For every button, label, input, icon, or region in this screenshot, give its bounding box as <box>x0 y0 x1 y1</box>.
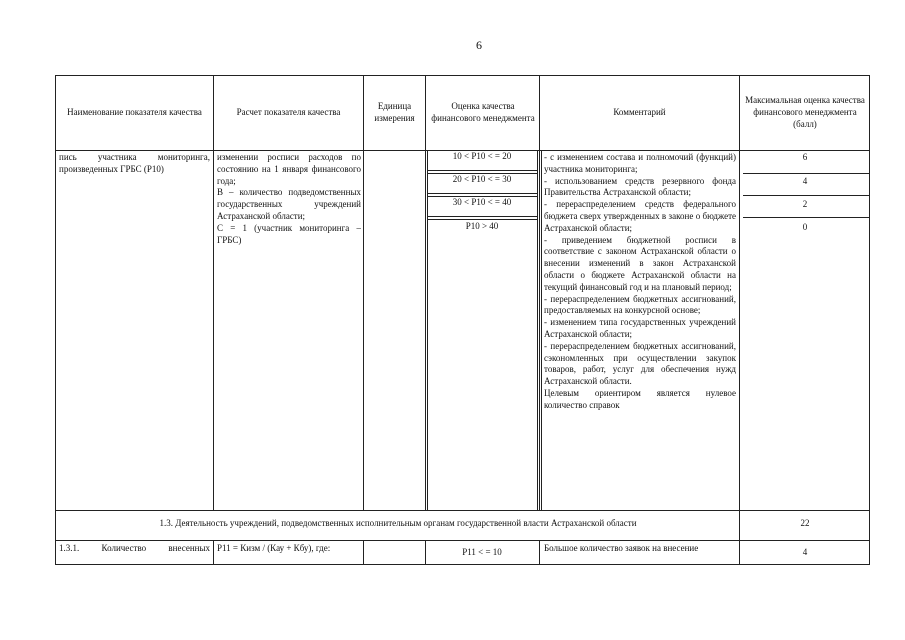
header-evaluation: Оценка качества финансового менеджмента <box>431 101 535 123</box>
page-number: 6 <box>476 38 482 52</box>
indicator-name-p10: пись участника мониторинга, произведенных ГРБС (Р10) <box>59 152 210 174</box>
comment-line: - использованием средств резервного фонда Правительства Астраханской области; <box>544 175 736 198</box>
comment-line: - изменением типа государственных учреждений Астраханской области; <box>544 317 736 339</box>
calculation-p10 <box>217 152 361 246</box>
score-value: 2 <box>802 199 808 209</box>
evaluation-condition-p11: Р11 < = 10 <box>462 547 502 557</box>
section-title: 1.3. Деятельность учреждений, подведомственных исполнительным органам государственной власти Астраханской области <box>159 518 637 528</box>
comment-line: - приведением бюджетной росписи в соответствие с законом Астраханской области о внесении изменений в закон Астраханской области о бюджете Астраханской области на текущий финансовый год и на плановый период; <box>544 234 736 292</box>
quality-indicators-table <box>55 75 870 565</box>
header-comment: Комментарий <box>613 107 666 118</box>
score-value: 6 <box>802 152 808 162</box>
score-value: 4 <box>802 176 808 186</box>
score-value: 0 <box>802 222 808 232</box>
indicator-name-p11: 1.3.1. Количество внесенных <box>59 543 210 553</box>
calculation-p11: Р11 = Кизм / (Кау + Кбу), где: <box>217 543 331 553</box>
header-indicator-name: Наименование показателя качества <box>67 107 202 118</box>
header-unit: Единица измерения <box>374 101 415 123</box>
evaluation-condition: 10 < Р10 < = 20 <box>452 151 512 161</box>
evaluation-condition: 20 < Р10 < = 30 <box>452 174 512 184</box>
comment-line: - перераспределением бюджетных ассигнований, сэкономленных при осуществлении закупок товаров, работ, услуг для обеспечения нужд Астраханской области. <box>544 340 736 387</box>
comment-p11: Большое количество заявок на внесение <box>544 543 699 553</box>
header-max-score: Максимальная оценка качества финансового менеджмента (балл) <box>745 95 865 129</box>
header-calculation: Расчет показателя качества <box>236 107 341 118</box>
section-score: 22 <box>800 518 810 528</box>
evaluation-condition: Р10 > 40 <box>465 221 499 231</box>
comment-line: - с изменением состава и полномочий (функций) участника мониторинга; <box>544 152 736 174</box>
comment-line: Целевым ориентиром является нулевое количество справок <box>544 387 736 410</box>
calculation-line: С = 1 (участник мониторинга – ГРБС) <box>217 222 361 245</box>
calculation-line: изменении росписи расходов по состоянию на 1 января финансового года; <box>217 152 361 186</box>
score-p11: 4 <box>802 547 808 557</box>
comment-p10 <box>544 152 736 412</box>
comment-line: - перераспределением средств федерального бюджета сверх утвержденных в законе о бюджете Астраханской области; <box>544 199 736 233</box>
evaluation-condition: 30 < Р10 < = 40 <box>452 197 512 207</box>
calculation-line: В – количество подведомственных государственных учреждений Астраханской области; <box>217 187 361 221</box>
comment-line: - перераспределением бюджетных ассигнований, предоставляемых на конкурсной основе; <box>544 293 736 316</box>
